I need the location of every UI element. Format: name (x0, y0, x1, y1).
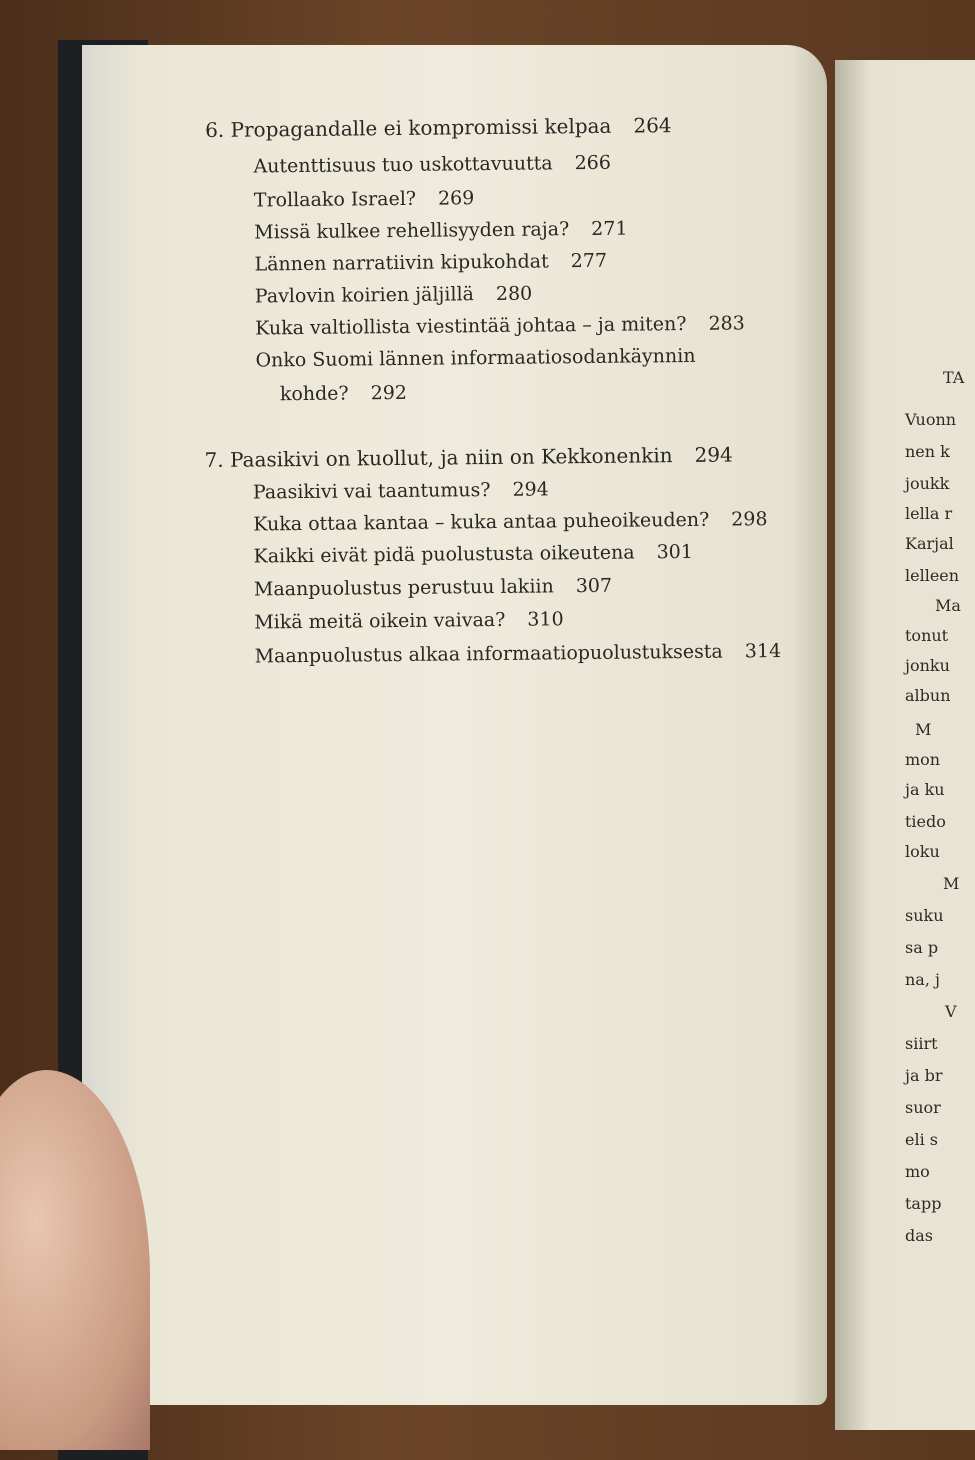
page-number: 314 (744, 639, 782, 663)
right-page-line: tonut (905, 626, 949, 645)
right-page-line: na, j (905, 970, 940, 989)
right-page-line: jonku (905, 656, 950, 675)
toc-section (254, 575, 612, 601)
right-page-line: ja br (905, 1066, 943, 1085)
right-page-line: sa p (905, 938, 939, 957)
section-title: Lännen narratiivin kipukohdat (254, 250, 549, 276)
toc-section (254, 250, 607, 276)
page-number: 266 (574, 151, 612, 175)
page-number: 271 (591, 217, 628, 240)
section-title: Trollaako Israel? (253, 187, 417, 212)
toc-section (255, 283, 533, 308)
section-title: Kaikki eivät pidä puolustusta oikeutena (253, 541, 635, 568)
right-page-line: loku (905, 842, 940, 861)
chapter-title: 7. Paasikivi on kuollut, ja niin on Kekkonenkin (204, 443, 673, 473)
toc-section-continuation (280, 382, 407, 405)
toc-section (253, 152, 611, 178)
section-title: Kuka valtiollista viestintää johtaa – ja miten? (255, 312, 687, 340)
left-page (82, 45, 827, 1405)
right-page-line: M (943, 874, 960, 893)
right-page-line: Ma (935, 596, 961, 615)
section-title: Autenttisuus tuo uskottavuutta (253, 152, 553, 178)
toc-section (254, 218, 628, 244)
page-number: 283 (708, 312, 745, 335)
page-number: 277 (570, 249, 608, 273)
right-page-line: siirt (905, 1034, 938, 1053)
page-number: 294 (694, 442, 733, 467)
section-title: kohde? (279, 382, 349, 406)
section-title: Missä kulkee rehellisyyden raja? (254, 218, 570, 244)
right-page (835, 60, 975, 1430)
right-page-line: Karjal (905, 534, 954, 553)
section-title: Kuka ottaa kantaa – kuka antaa puheoikeuden? (253, 508, 710, 536)
right-page-line: lelleen (905, 566, 960, 585)
section-title: Onko Suomi lännen informaatiosodankäynnin (255, 344, 696, 372)
right-page-line: joukk (905, 474, 950, 493)
right-page-line: lella r (905, 504, 953, 523)
page-number: 298 (731, 508, 768, 531)
section-title: Pavlovin koirien jäljillä (254, 283, 475, 308)
page-number: 269 (437, 187, 475, 210)
toc-section (255, 345, 695, 372)
right-page-line: suor (905, 1098, 941, 1117)
toc-chapter (205, 113, 672, 142)
section-title: Maanpuolustus alkaa informaatiopuolustuksesta (254, 640, 723, 668)
chapter-title: 6. Propagandalle ei kompromissi kelpaa (205, 113, 612, 142)
toc-section (253, 541, 693, 568)
toc-section (254, 187, 475, 211)
right-page-line: eli s (905, 1130, 938, 1149)
right-page-line: tapp (905, 1194, 942, 1213)
page-number: 310 (527, 608, 564, 631)
right-page-line: M (915, 720, 932, 739)
toc-section (253, 478, 549, 503)
section-title: Mikä meitä oikein vaivaa? (254, 608, 506, 634)
page-number: 280 (495, 282, 533, 305)
right-page-line: V (945, 1002, 957, 1021)
page-number: 301 (656, 540, 694, 564)
page-number: 294 (512, 478, 549, 501)
right-page-line: mon (905, 750, 941, 769)
right-page-line: suku (905, 906, 944, 925)
right-page-line: das (905, 1226, 933, 1245)
section-title: Maanpuolustus perustuu lakiin (253, 575, 554, 601)
right-page-line: TA (943, 368, 965, 387)
right-page-line: tiedo (905, 812, 946, 831)
page-number: 264 (633, 113, 672, 138)
page-number: 292 (370, 381, 408, 405)
right-page-line: mo (905, 1162, 930, 1181)
toc-section (254, 608, 564, 633)
right-page-line: Vuonn (905, 410, 957, 429)
section-title: Paasikivi vai taantumus? (252, 479, 491, 504)
right-page-line: albun (905, 686, 951, 705)
right-page-line: ja ku (905, 780, 945, 799)
page-number: 307 (575, 574, 613, 598)
right-page-line: nen k (905, 442, 950, 461)
